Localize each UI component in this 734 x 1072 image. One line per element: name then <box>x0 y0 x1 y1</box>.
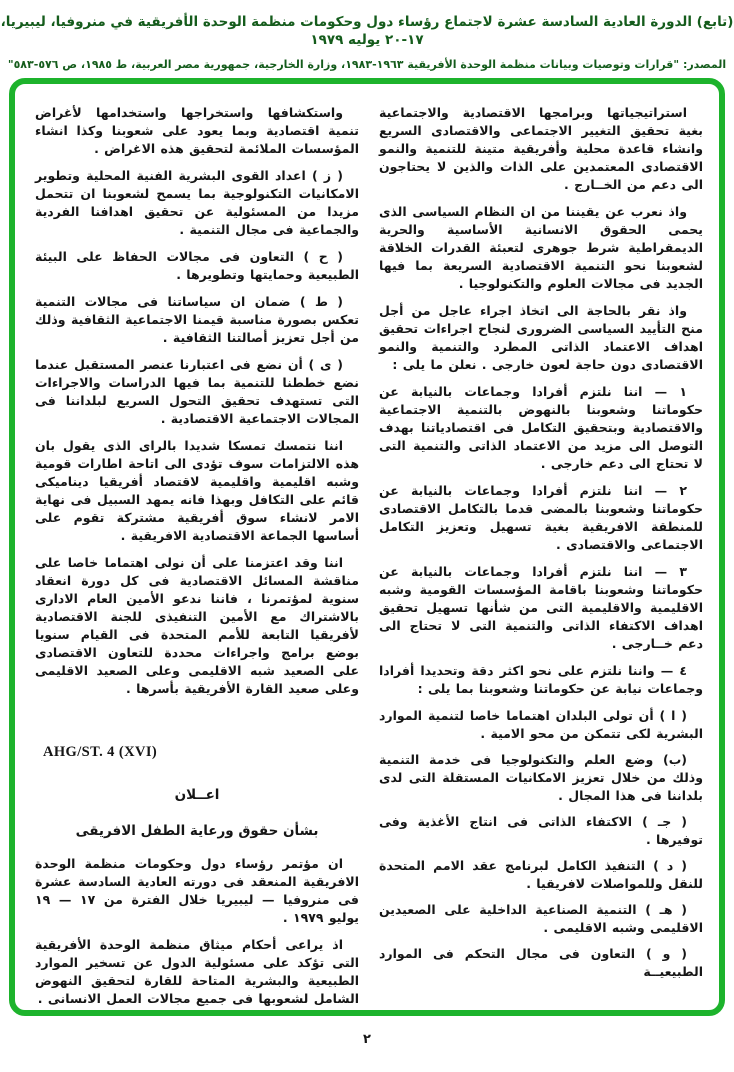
numbered-item: ٢ — اننا نلتزم أفرادا وجماعات بالنيابة عن حكوماتنا وشعوبنا بالمضى قدما بالتكامل الاقتصادى للمنطقة الافريقية بغية تسهيل وتعزيز التكامل الاجتماعى والاقتصادى . <box>379 483 703 552</box>
lettered-item: ( ز ) اعداد القوى البشرية الفنية المحلية وتطوير الامكانيات التكنولوجية بما يسمح لشعوبنا ان تتحمل مزيدا من المسئولية عن تحقيق اهدافنا الفردية والجماعية فى مجال التنمية . <box>35 168 359 237</box>
paragraph: ان مؤتمر رؤساء دول وحكومات منظمة الوحدة الافريقية المنعقد فى دورته العادية السادسة عشرة فى منروفيا — ليبيريا خلال الفترة من ١٧ — ١٩ يوليو ١٩٧٩ . <box>35 856 359 925</box>
declaration-subheading: بشأن حقوق ورعاية الطفل الافريقى <box>75 823 319 839</box>
lettered-item: (ب) وضع العلم والتكنولوجيا فى خدمة التنمية وذلك من خلال تعزيز الامكانيات المستقلة التى لدى بلداننا فى هذا المجال . <box>379 752 703 803</box>
lettered-item: ( و ) التعاون فى مجال التحكم فى الموارد الطبيعيــة <box>379 946 703 979</box>
lettered-item: ( جـ ) الاكتفاء الذاتى فى انتاج الأغذية وفى توفيرها . <box>379 814 703 847</box>
two-column-text <box>15 84 719 1010</box>
paragraph: استراتيجياتها وبرامجها الاقتصادية والاجتماعية بغية تحقيق التغيير الاجتماعى والاقتصادى السريع وانشاء قاعدة محلية وأفريقية متينة للتنمية والنمو الاقتصادى المعتمدين على الذات والذين لا يحتاجون الى دعم من الخــارج . <box>379 105 703 192</box>
session-title: (تابع) الدورة العادية السادسة عشرة لاجتماع رؤساء دول وحكومات منظمة الوحدة الأفريقية في منروفيا، ليبيريا، ١٧-٢٠ يوليه ١٩٧٩ <box>0 14 734 48</box>
lettered-item: ( ا ) أن تولى البلدان اهتماما خاصا لتنمية الموارد البشرية لكى تتمكن من محو الامية . <box>379 708 703 741</box>
paragraph: واذ نقر بالحاجة الى اتخاذ اجراء عاجل من أجل منح التأييد السياسى الضرورى لنجاح اجراءات تحقيق اهداف الاعتماد الذاتى المطرد والتنمية والنمو الاقتصادى دون حاجة لعون خارجى . نعلن ما يلى : <box>379 303 703 372</box>
paragraph: اننا نتمسك تمسكا شديدا بالراى الذى يقول بان هذه الالتزامات سوف تؤدى الى اتاحة اطارات قومية وشبه اقليمية واقليمية لاقتصاد أفريقيا ديناميكى قائم على التكافل وبهذا فانه يمهد السبيل فى نهاية الامر لانشاء سوق أفريقية مشتركة تقوم على أساسها الجماعة الاقتصادية الافريقية . <box>35 438 359 543</box>
lettered-item: ( د ) التنفيذ الكامل لبرنامج عقد الامم المتحدة للنقل وللمواصلات لافريقيا . <box>379 858 703 891</box>
numbered-item: ١ — اننا نلتزم أفرادا وجماعات بالنيابة عن حكوماتنا وشعوبنا بالنهوض بالتنمية الاجتماعية والاقتصادية وبتحقيق التكامل فى اقتصادياتنا بهدف التوصل الى مزيد من الاعتماد الذاتى والتنمية التى لا تحتاج الى دعم خارجى . <box>379 384 703 471</box>
numbered-item: ٤ — واننا نلتزم على نحو اكثر دقة وتحديدا أفرادا وجماعات نيابة عن حكوماتنا وشعوبنا بما يلى : <box>379 663 703 696</box>
paragraph: اذ يراعى أحكام ميثاق منظمة الوحدة الأفريقية التى تؤكد على مسئولية الدول عن تسخير الموارد الطبيعية والبشرية المتاحة للقارة لتحقيق النهوض الشامل لشعوبها فى جميع مجالات العمل الانسانى . <box>35 937 359 1006</box>
paragraph: واذ نعرب عن يقيننا من ان النظام السياسى الذى يحمى الحقوق الانسانية الأساسية والحرية الديمقراطية شرط جوهرى لتعبئة القدرات الخلاقة لشعوبنا نحو التنمية الاقتصادية السريعة بما فيها الجديد فى مجالات العلوم والتكنولوجيا . <box>379 204 703 291</box>
page-header <box>0 0 734 72</box>
document-frame <box>9 78 725 1016</box>
numbered-item: ٣ — اننا نلتزم أفرادا وجماعات بالنيابة عن حكوماتنا وشعوبنا باقامة المؤسسات القومية وشبه الاقليمية والاقليمية التى من شأنها تسهيل تحقيق اهداف الاكتفاء الذاتى والتنمية التى لا تحتاج الى دعم خــارجى . <box>379 564 703 651</box>
lettered-item: ( ح ) التعاون فى مجالات الحفاظ على البيئة الطبيعية وحمايتها وتطويرها . <box>35 249 359 282</box>
column-right <box>379 104 703 1002</box>
page-number: ٢ <box>363 1032 371 1047</box>
declaration-heading: اعــلان <box>174 787 220 803</box>
lettered-item: ( ى ) أن نضع فى اعتبارنا عنصر المستقبل عندما نضع خططنا للتنمية بما فيها الدراسات والاجراءات التى تستهدف تحقيق التحول السريع لبلداننا فى المجالات الاجتماعية الاقتصادية . <box>35 357 359 426</box>
lettered-item: ( هـ ) التنمية الصناعية الداخلية على الصعيدين الاقليمى وشبه الاقليمى . <box>379 902 703 935</box>
document-reference: AHG/ST. 4 (XVI) <box>43 744 158 760</box>
lettered-item: ( ط ) ضمان ان سياساتنا فى مجالات التنمية تعكس بصورة مناسبة قيمنا الاجتماعية الثقافية وذلك من أجل تعزيز أصالتنا الثقافية . <box>35 294 359 345</box>
source-citation: المصدر: "قرارات وتوصيات وبيانات منظمة الوحدة الأفريقية ١٩٦٣-١٩٨٣، وزارة الخارجية، جمهورية مصر العربية، ط ١٩٨٥، ص ٥٧٦-٥٨٣" <box>7 58 727 71</box>
paragraph: اننا وقد اعتزمنا على أن نولى اهتماما خاصا على مناقشة المسائل الاقتصادية فى كل دورة انعقاد سنوية لمؤتمرنا ، فاننا ندعو الأمين العام الادارى بالاشتراك مع الأمين التنفيذى للجنة الاقتصادية لأفريقيا التابعة للأمم المتحدة فى القيام سنويا بوضع برامج واجراءات محددة للتعاون الاقتصادى على الصعيد شبه الاقليمى وعلى الصعيد الاقليمى وعلى صعيد القارة الأفريقية بأسرها . <box>35 555 359 696</box>
paragraph: واستكشافها واستخراجها واستخدامها لأغراض تنمية اقتصادية وبما يعود على شعوبنا وكذا انشاء المؤسسات الملائمة لتحقيق هذه الاغراض . <box>35 105 359 156</box>
column-left <box>35 104 359 1006</box>
